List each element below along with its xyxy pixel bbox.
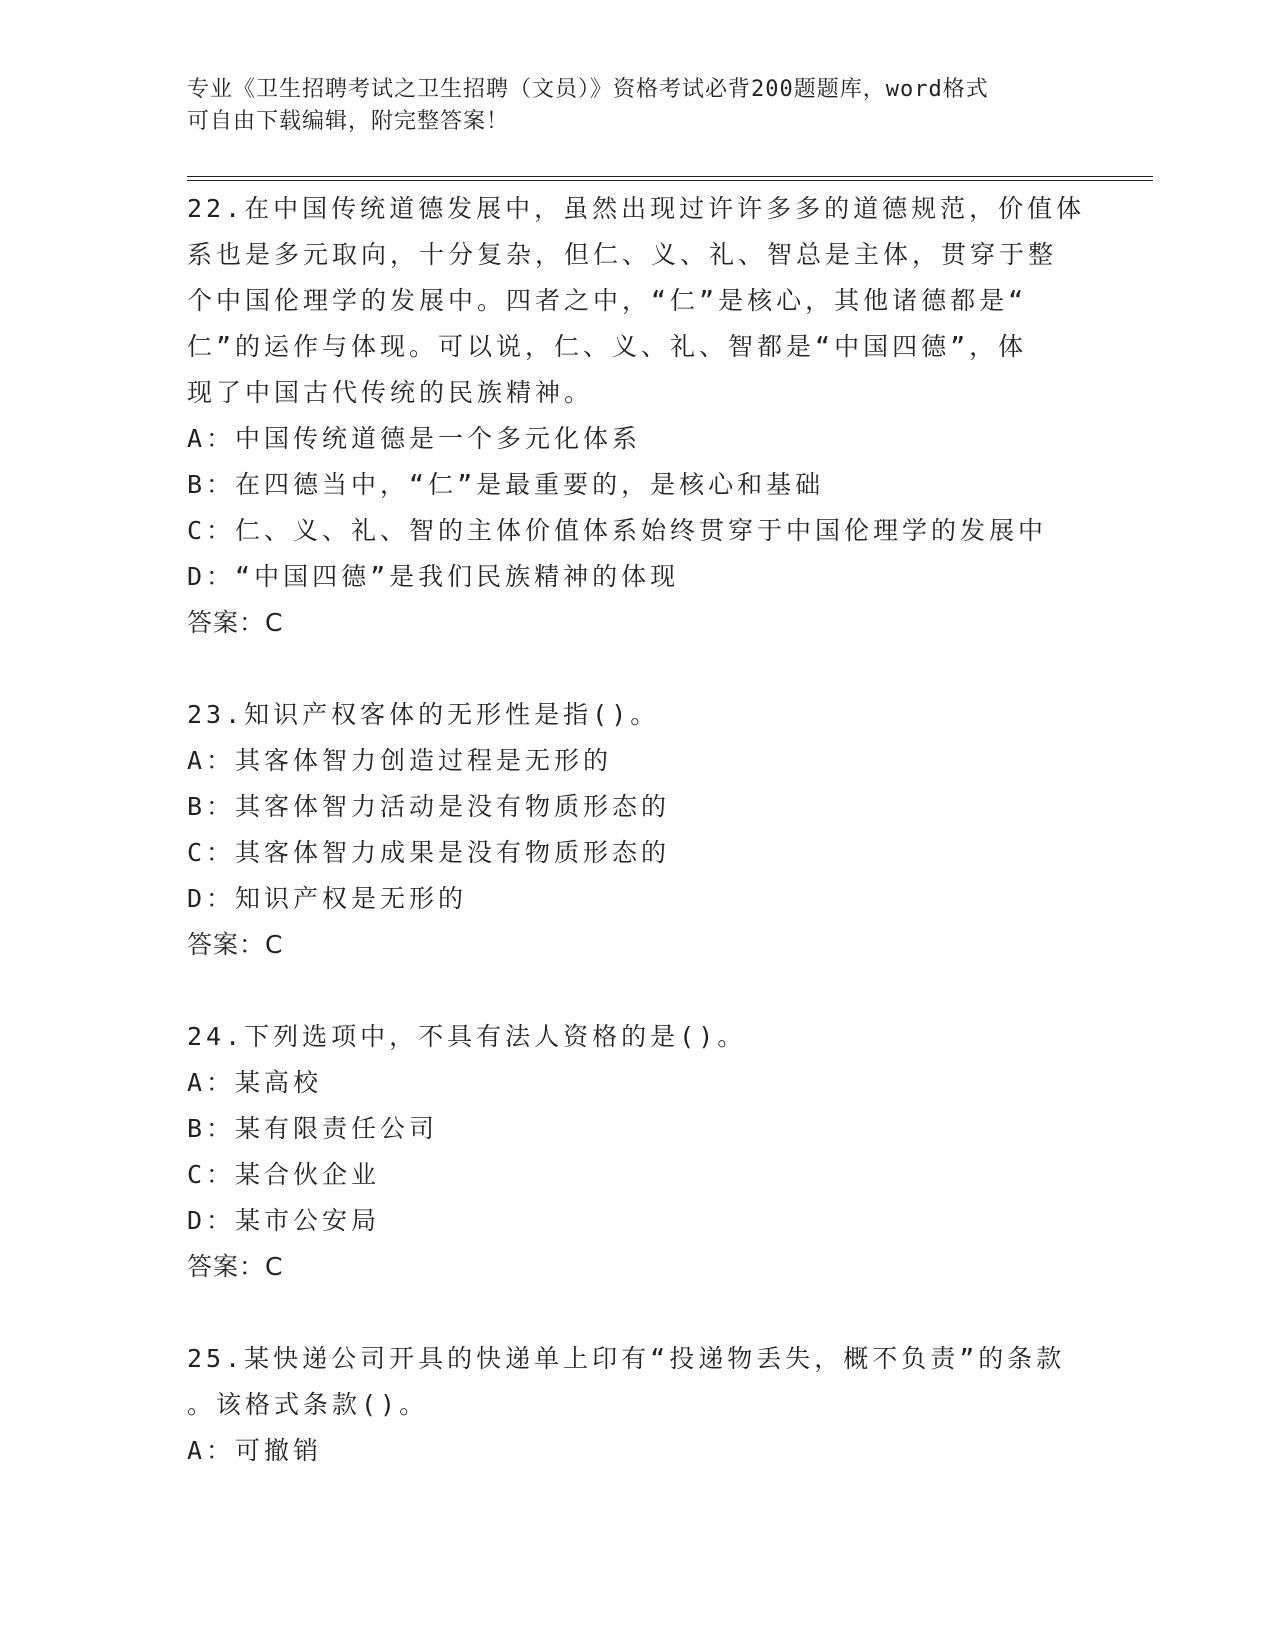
answer-label: 答案：C	[187, 608, 284, 637]
header-line-2: 可自由下载编辑，附完整答案！	[187, 109, 510, 134]
question-stem	[187, 186, 1087, 416]
stem-line: 现了中国古代传统的民族精神。	[187, 378, 594, 407]
stem-line: 24.下列选项中，不具有法人资格的是()。	[187, 1022, 747, 1051]
option-c: C：某合伙企业	[187, 1160, 381, 1189]
stem-line: 仁”的运作与体现。可以说，仁、义、礼、智都是“中国四德”，体	[187, 332, 1028, 361]
answer-label: 答案：C	[187, 1252, 284, 1281]
option-d: D：知识产权是无形的	[187, 884, 468, 913]
option-c: C：仁、义、礼、智的主体价值体系始终贯穿于中国伦理学的发展中	[187, 516, 1048, 545]
question-stem	[187, 1014, 1087, 1060]
question-22	[187, 186, 1087, 646]
option-a: A：可撤销	[187, 1436, 323, 1465]
spacer	[187, 646, 1087, 692]
question-stem	[187, 692, 1087, 738]
document-header	[187, 74, 1087, 138]
question-24	[187, 1014, 1087, 1290]
spacer	[187, 1290, 1087, 1336]
spacer	[187, 968, 1087, 1014]
question-list	[187, 186, 1087, 1474]
option-b: B：在四德当中，“仁”是最重要的，是核心和基础	[187, 470, 825, 499]
option-d: D：某市公安局	[187, 1206, 381, 1235]
answer-label: 答案：C	[187, 930, 284, 959]
header-line-1: 专业《卫生招聘考试之卫生招聘（文员）》资格考试必背200题题库，word格式	[187, 77, 989, 102]
stem-line: 22.在中国传统道德发展中，虽然出现过许许多多的道德规范，价值体	[187, 194, 1086, 223]
header-divider	[187, 176, 1153, 181]
stem-line: 25.某快递公司开具的快递单上印有“投递物丢失，概不负责”的条款	[187, 1344, 1066, 1373]
question-25	[187, 1336, 1087, 1474]
question-stem	[187, 1336, 1087, 1428]
option-b: B：其客体智力活动是没有物质形态的	[187, 792, 671, 821]
option-a: A：其客体智力创造过程是无形的	[187, 746, 613, 775]
option-a: A：中国传统道德是一个多元化体系	[187, 424, 642, 453]
option-a: A：某高校	[187, 1068, 323, 1097]
stem-line: 个中国伦理学的发展中。四者之中，“仁”是核心，其他诸德都是“	[187, 286, 1028, 315]
option-d: D：“中国四德”是我们民族精神的体现	[187, 562, 680, 591]
stem-line: 。该格式条款()。	[187, 1390, 429, 1419]
question-23	[187, 692, 1087, 968]
stem-line: 系也是多元取向，十分复杂，但仁、义、礼、智总是主体，贯穿于整	[187, 240, 1058, 269]
option-b: B：某有限责任公司	[187, 1114, 439, 1143]
option-c: C：其客体智力成果是没有物质形态的	[187, 838, 671, 867]
stem-line: 23.知识产权客体的无形性是指()。	[187, 700, 660, 729]
